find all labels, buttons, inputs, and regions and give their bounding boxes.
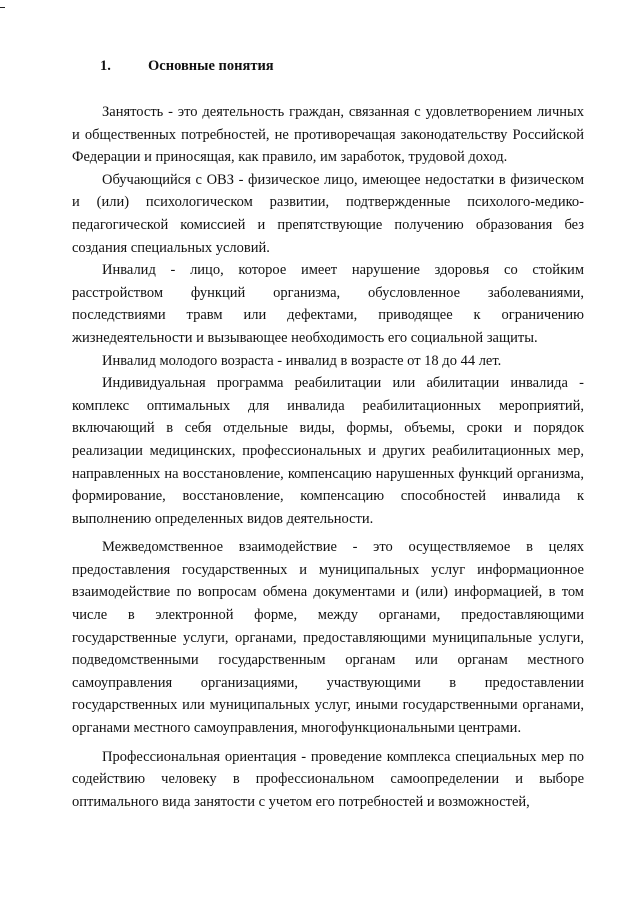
corner-mark [0, 7, 5, 8]
paragraph-career-guidance: Профессиональная ориентация - проведение комплекса специальных мер по содействию человеку в профессиональном самоопределении и выборе оптимального вида занятости с учетом его потребностей и возможностей, [72, 748, 584, 810]
paragraph-disabled-person: Инвалид - лицо, которое имеет нарушение здоровья со стойким расстройством функций организма, обусловленное заболеваниями, последствиями травм или дефектами, приводящее к ограничению жизнедеятельности и вызывающее необходимость его социальной защиты. [72, 262, 584, 346]
paragraph-employment: Занятость - это деятельность граждан, связанная с удовлетворением личных и общественных потребностей, не противоречащая законодательству Российской Федерации и приносящая, как правило, им заработок, трудовой доход. [72, 104, 584, 166]
section-title: Основные понятия [148, 58, 274, 74]
paragraph-student-ovz: Обучающийся с ОВЗ - физическое лицо, имеющее недостатки в физическом и (или) психологическом развитии, подтвержденные психолого-медико-педагогической комиссией и препятствующие получению образования без создания специальных условий. [72, 171, 584, 256]
document-page [72, 58, 584, 813]
paragraph-interagency-interaction: Межведомственное взаимодействие - это осуществляемое в целях предоставления государственных и муниципальных услуг информационное взаимодействие по вопросам обмена документами и (или) информацией, в том числе в электронной форме, между органами, предоставляющими государственные услуги, органами, предоставляющими муниципальные услуги, подведомственными государственным органам или органам местного самоуправления организациями, участвующими в предоставлении государственных или муниципальных услуг, иными государственными органами, органами местного самоуправления, многофункциональными центрами. [72, 539, 584, 737]
section-number: 1. [100, 58, 111, 74]
section-heading [100, 58, 584, 75]
paragraph-rehabilitation-program: Индивидуальная программа реабилитации или абилитации инвалида - комплекс оптимальных для инвалида реабилитационных мероприятий, включающий в себя отдельные виды, формы, объемы, сроки и порядок реализации медицинских, профессиональных и других реабилитационных мер, направленных на восстановление, компенсацию нарушенных функций организма, формирование, восстановление, компенсацию способностей инвалида к выполнению определенных видов деятельности. [72, 375, 584, 527]
paragraph-young-disabled: Инвалид молодого возраста - инвалид в возрасте от 18 до 44 лет. [102, 352, 502, 369]
